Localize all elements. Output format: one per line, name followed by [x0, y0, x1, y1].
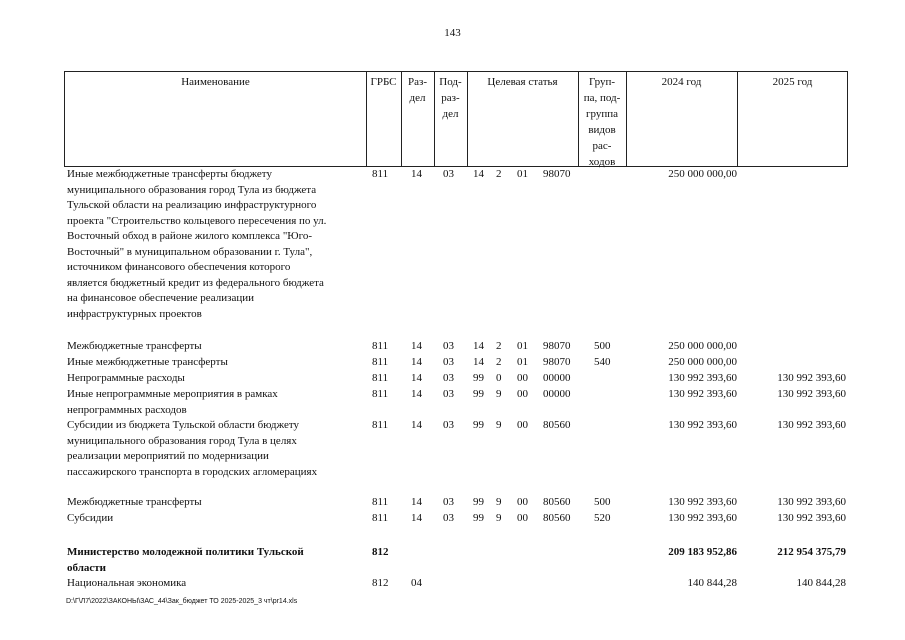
- cell-cs2: 9: [496, 512, 502, 524]
- cell-cs1: 14: [473, 356, 484, 368]
- cell-grbs: 811: [372, 168, 389, 180]
- cell-cs2: 2: [496, 340, 502, 352]
- cell-podrazdel: 03: [443, 168, 454, 180]
- row-name: Иные межбюджетные трансферты бюджету муниципального образования город Тула из бюджета Тульской области на реализацию инфраструктурного проекта "Строительство кольцевого пересечения по ул. Восточный обход в районе жилого комплекса "Юго- Восточный" в муниципальном образовании г. Тула", источником финансового обеспечения которого является бюджетный кредит из федерального бюджета на финансовое обеспечение реализации инфраструктурных проектов: [67, 168, 327, 320]
- header-name: Наименование: [181, 76, 250, 88]
- cell-grbs: 811: [372, 512, 389, 524]
- cell-cs2: 0: [496, 372, 502, 384]
- cell-2024: 130 992 393,60: [668, 512, 737, 524]
- row-name: Иные межбюджетные трансферты: [67, 356, 228, 368]
- cell-2025: 130 992 393,60: [777, 388, 846, 400]
- row-name: Межбюджетные трансферты: [67, 496, 202, 508]
- cell-razdel: 04: [411, 577, 422, 589]
- cell-cs2: 2: [496, 356, 502, 368]
- cell-cs2: 9: [496, 388, 502, 400]
- cell-cs2: 9: [496, 419, 502, 431]
- cell-cs3: 00: [517, 512, 528, 524]
- header-razdel: Раз- дел: [407, 76, 427, 104]
- cell-podrazdel: 03: [443, 372, 454, 384]
- cell-cs1: 14: [473, 340, 484, 352]
- cell-razdel: 14: [411, 388, 422, 400]
- cell-podrazdel: 03: [443, 496, 454, 508]
- cell-vid: 520: [594, 512, 611, 524]
- header-podrazdel: Под- раз- дел: [439, 76, 462, 120]
- cell-cs4: 98070: [543, 168, 571, 180]
- row-name: Субсидии из бюджета Тульской области бюджету муниципального образования город Тула в целях реализации мероприятий по модернизации пассажирского транспорта в городских агломерациях: [67, 419, 318, 478]
- cell-podrazdel: 03: [443, 512, 454, 524]
- cell-cs2: 9: [496, 496, 502, 508]
- cell-2024: 130 992 393,60: [668, 372, 737, 384]
- cell-cs1: 99: [473, 512, 484, 524]
- row-name: Субсидии: [67, 512, 114, 524]
- cell-2024: 130 992 393,60: [668, 496, 737, 508]
- cell-razdel: 14: [411, 340, 422, 352]
- header-grbs: ГРБС: [370, 76, 397, 88]
- cell-cs4: 80560: [543, 512, 571, 524]
- cell-cs4: 80560: [543, 496, 571, 508]
- cell-razdel: 14: [411, 372, 422, 384]
- cell-cs4: 98070: [543, 356, 571, 368]
- cell-2024: 130 992 393,60: [668, 388, 737, 400]
- cell-2025: 130 992 393,60: [777, 372, 846, 384]
- cell-cs3: 00: [517, 496, 528, 508]
- cell-2025: 130 992 393,60: [777, 419, 846, 431]
- cell-razdel: 14: [411, 168, 422, 180]
- cell-grbs: 811: [372, 340, 389, 352]
- cell-podrazdel: 03: [443, 419, 454, 431]
- cell-razdel: 14: [411, 356, 422, 368]
- cell-grbs: 811: [372, 388, 389, 400]
- header-2025: 2025 год: [772, 76, 813, 88]
- cell-2024: 250 000 000,00: [668, 356, 737, 368]
- cell-podrazdel: 03: [443, 340, 454, 352]
- cell-2024: 140 844,28: [687, 577, 737, 589]
- cell-2024: 250 000 000,00: [668, 168, 737, 180]
- cell-cs4: 00000: [543, 372, 571, 384]
- cell-grbs: 811: [372, 372, 389, 384]
- cell-cs4: 00000: [543, 388, 571, 400]
- cell-cs3: 00: [517, 372, 528, 384]
- header-celevaya: Целевая статья: [487, 76, 558, 88]
- cell-2024: 209 183 952,86: [668, 546, 737, 558]
- row-name: Непрограммные расходы: [67, 372, 185, 384]
- row-name: Иные непрограммные мероприятия в рамках непрограммных расходов: [67, 388, 278, 416]
- cell-cs1: 99: [473, 372, 484, 384]
- cell-cs3: 01: [517, 340, 528, 352]
- page-number: 143: [444, 27, 461, 39]
- cell-cs2: 2: [496, 168, 502, 180]
- cell-vid: 500: [594, 496, 611, 508]
- cell-cs4: 80560: [543, 419, 571, 431]
- cell-2025: 212 954 375,79: [777, 546, 846, 558]
- table-header: [64, 71, 848, 167]
- row-name: Министерство молодежной политики Тульской области: [67, 546, 304, 574]
- cell-podrazdel: 03: [443, 356, 454, 368]
- cell-grbs: 811: [372, 356, 389, 368]
- header-2024: 2024 год: [661, 76, 702, 88]
- cell-2024: 250 000 000,00: [668, 340, 737, 352]
- cell-podrazdel: 03: [443, 388, 454, 400]
- cell-cs3: 01: [517, 168, 528, 180]
- cell-cs1: 99: [473, 388, 484, 400]
- cell-grbs: 812: [372, 546, 389, 558]
- header-vid: Груп- па, под- группа видов рас- ходов: [583, 76, 621, 168]
- file-path-footer: D:\Г\Л7\2022\ЗАКОНЫ\ЗАС_44\Зак_бюджет ТО 2025-2025_3 чт\pr14.xls: [66, 598, 298, 605]
- cell-cs3: 00: [517, 419, 528, 431]
- cell-cs1: 99: [473, 419, 484, 431]
- cell-2025: 140 844,28: [796, 577, 846, 589]
- row-name: Национальная экономика: [67, 577, 187, 589]
- cell-cs3: 00: [517, 388, 528, 400]
- cell-grbs: 812: [372, 577, 389, 589]
- cell-vid: 540: [594, 356, 611, 368]
- cell-cs1: 99: [473, 496, 484, 508]
- row-name: Межбюджетные трансферты: [67, 340, 202, 352]
- cell-razdel: 14: [411, 419, 422, 431]
- cell-2024: 130 992 393,60: [668, 419, 737, 431]
- cell-vid: 500: [594, 340, 611, 352]
- cell-razdel: 14: [411, 496, 422, 508]
- cell-grbs: 811: [372, 496, 389, 508]
- cell-cs4: 98070: [543, 340, 571, 352]
- cell-cs3: 01: [517, 356, 528, 368]
- cell-cs1: 14: [473, 168, 484, 180]
- cell-2025: 130 992 393,60: [777, 496, 846, 508]
- cell-razdel: 14: [411, 512, 422, 524]
- cell-grbs: 811: [372, 419, 389, 431]
- cell-2025: 130 992 393,60: [777, 512, 846, 524]
